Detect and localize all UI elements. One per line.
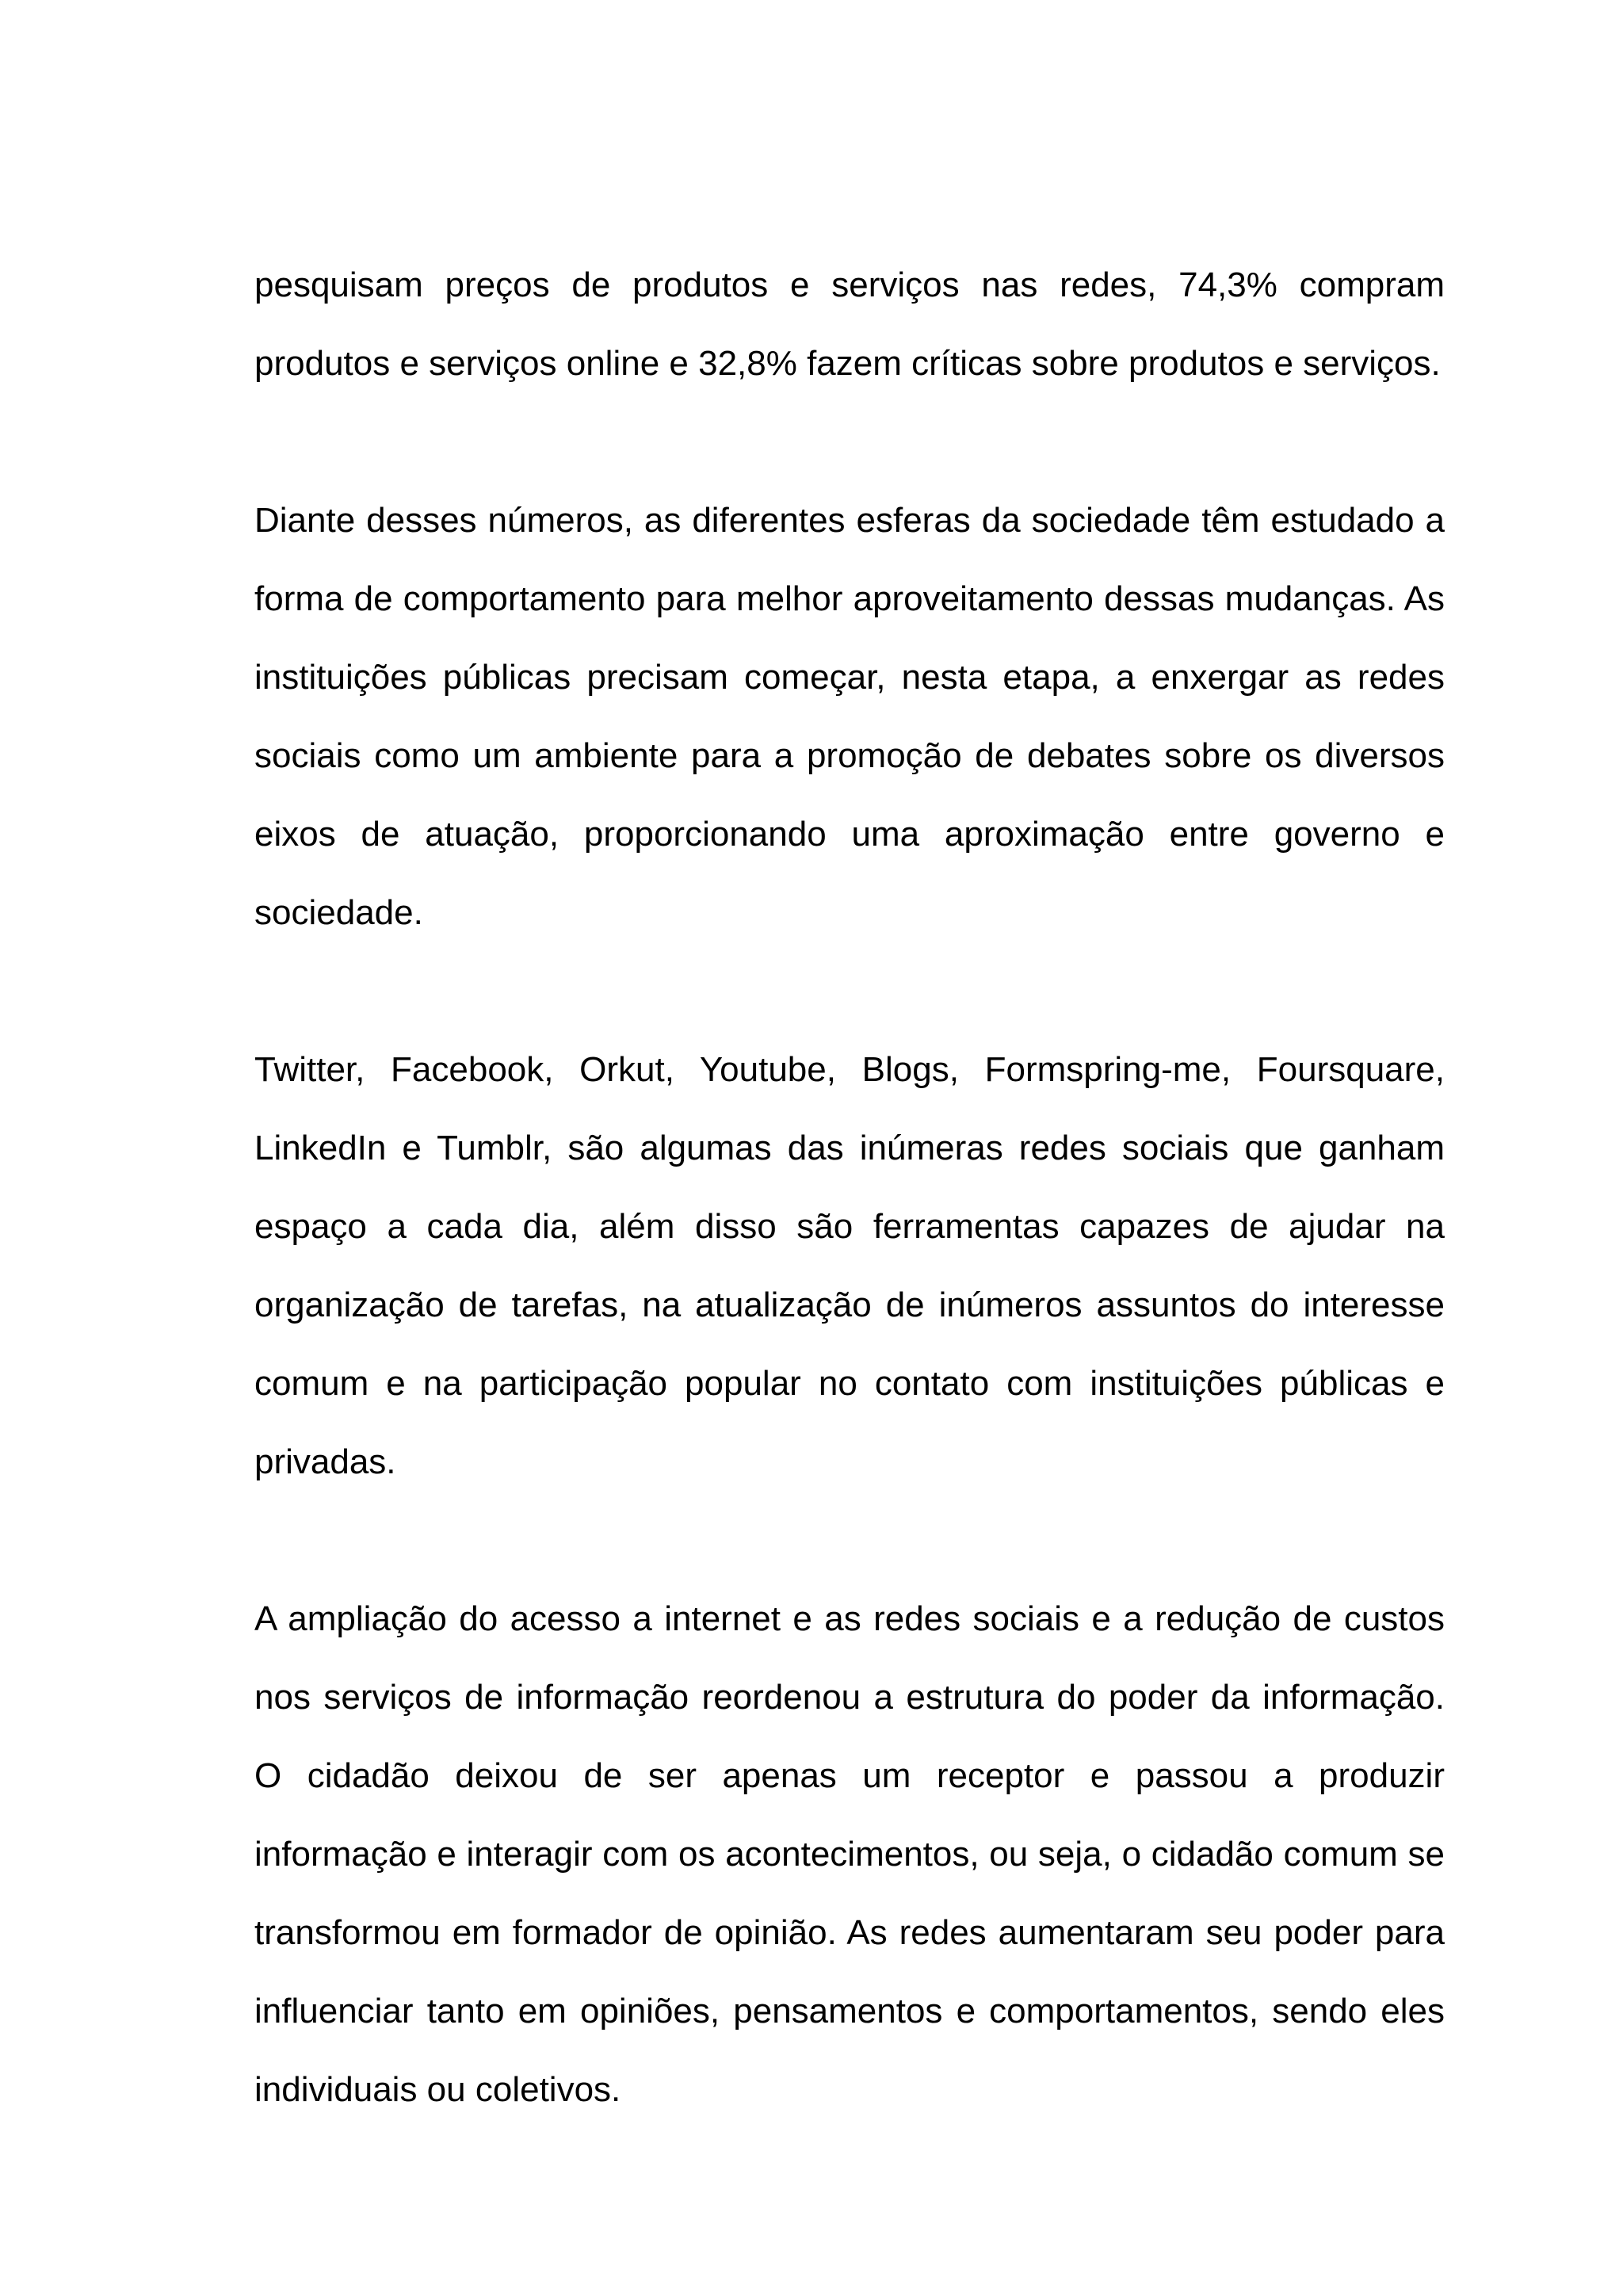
paragraph-2: Diante desses números, as diferentes esferas da sociedade têm estudado a forma de comportamento para melhor aproveitamento dessas mudanças. As instituições públicas precisam começar, nesta etapa, a enxergar as redes sociais como um ambiente para a promoção de debates sobre os diversos eixos de atuação, proporcionando uma aproximação entre governo e sociedade. [254, 501, 1445, 932]
paragraph-4: A ampliação do acesso a internet e as redes sociais e a redução de custos nos serviços de informação reordenou a estrutura do poder da informação. O cidadão deixou de ser apenas um receptor e passou a produzir informação e interagir com os acontecimentos, ou seja, o cidadão comum se transformou em formador de opinião. As redes aumentaram seu poder para influenciar tanto em opiniões, pensamentos e comportamentos, sendo eles individuais ou coletivos. [254, 1599, 1445, 2109]
paragraph-spacer [254, 1501, 1445, 1580]
paragraph-spacer [254, 403, 1445, 481]
paragraph-3: Twitter, Facebook, Orkut, Youtube, Blogs, Formspring-me, Foursquare, LinkedIn e Tumblr, são algumas das inúmeras redes sociais que ganham espaço a cada dia, além disso são ferramentas capazes de ajudar na organização de tarefas, na atualização de inúmeros assuntos do interesse comum e na participação popular no contato com instituições públicas e privadas. [254, 1050, 1445, 1481]
paragraph-spacer [254, 952, 1445, 1030]
document-body [254, 246, 1445, 2129]
paragraph-1: pesquisam preços de produtos e serviços nas redes, 74,3% compram produtos e serviços online e 32,8% fazem críticas sobre produtos e serviços. [254, 266, 1445, 383]
